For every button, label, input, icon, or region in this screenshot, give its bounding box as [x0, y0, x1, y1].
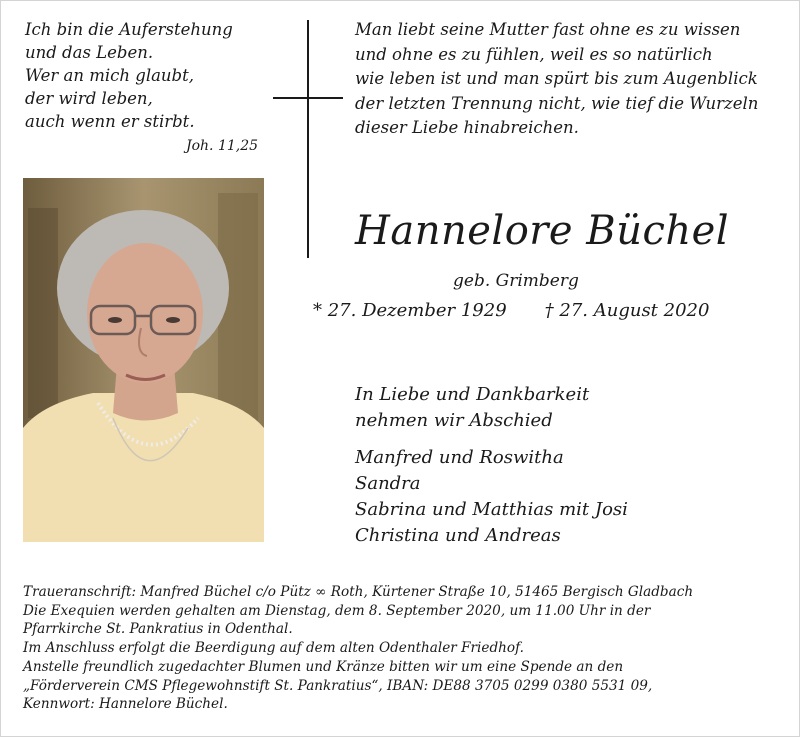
quote-line: der letzten Trennung nicht, wie tief die Wurzeln	[355, 93, 759, 113]
quote-line: und ohne es zu fühlen, weil es so natürlich	[355, 44, 713, 64]
verse-line: auch wenn er stirbt.	[25, 112, 195, 131]
cross-icon	[307, 20, 309, 258]
verse-line: und das Leben.	[25, 43, 154, 62]
maiden-name: geb. Grimberg	[453, 271, 579, 291]
deceased-name: Hannelore Büchel	[355, 208, 730, 254]
info-line: Anstelle freundlich zugedachter Blumen und Kränze bitten wir um eine Spende an den	[23, 658, 624, 675]
info-line: Pfarrkirche St. Pankratius in Odenthal.	[23, 621, 293, 638]
verse-line: Ich bin die Auferstehung	[25, 20, 233, 39]
family-line: Sabrina und Matthias mit Josi	[355, 499, 628, 520]
bible-verse	[25, 18, 233, 133]
farewell-line: In Liebe und Dankbarkeit	[355, 384, 590, 405]
cross-icon-bar	[273, 97, 343, 99]
farewell-text	[355, 382, 589, 434]
birth-date: * 27. Dezember 1929	[313, 300, 507, 321]
family-line: Sandra	[355, 473, 421, 494]
quote-line: wie leben ist und man spürt bis zum Augenblick	[355, 69, 758, 88]
family-names	[355, 445, 628, 549]
memorial-quote	[355, 18, 758, 141]
death-date: † 27. August 2020	[544, 300, 710, 321]
quote-line: dieser Liebe hinabreichen.	[355, 118, 579, 137]
info-line: Kennwort: Hannelore Büchel.	[23, 696, 228, 713]
info-line: Die Exequien werden gehalten am Dienstag, dem 8. September 2020, um 11.00 Uhr in der	[23, 602, 651, 619]
verse-line: der wird leben,	[25, 89, 153, 108]
funeral-information	[23, 583, 693, 714]
info-line: Traueranschrift: Manfred Büchel c/o Pütz ∞ Roth, Kürtener Straße 10, 51465 Bergisch Gladbach	[23, 584, 694, 600]
quote-line: Man liebt seine Mutter fast ohne es zu wissen	[355, 20, 741, 39]
family-line: Manfred und Roswitha	[355, 447, 564, 468]
info-line: „Förderverein CMS Pflegewohnstift St. Pankratius“, IBAN: DE88 3705 0299 0380 5531 09,	[23, 677, 653, 694]
verse-line: Wer an mich glaubt,	[25, 66, 194, 85]
life-dates	[313, 300, 709, 321]
farewell-line: nehmen wir Abschied	[355, 410, 553, 431]
verse-reference: Joh. 11,25	[186, 138, 259, 154]
portrait-photo	[23, 178, 264, 542]
family-line: Christina und Andreas	[355, 525, 561, 546]
info-line: Im Anschluss erfolgt die Beerdigung auf dem alten Odenthaler Friedhof.	[23, 640, 524, 657]
